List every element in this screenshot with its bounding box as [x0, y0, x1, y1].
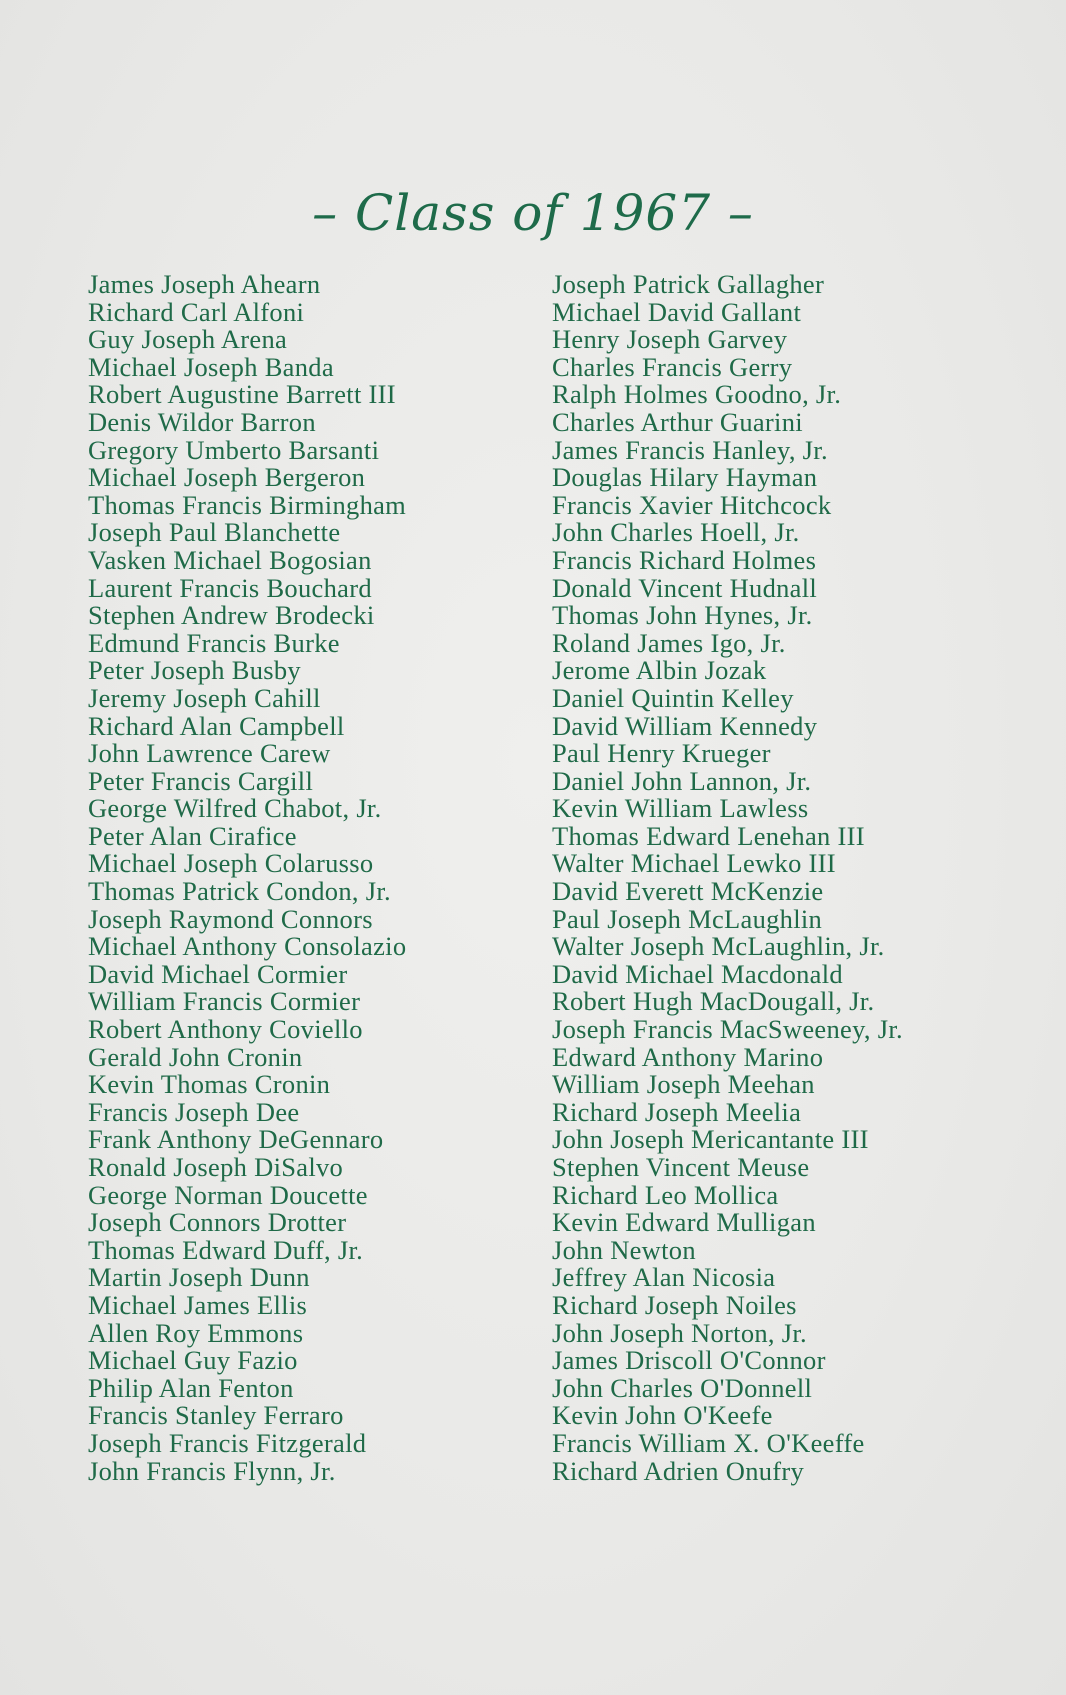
name-entry: Joseph Raymond Connors — [88, 903, 373, 934]
name-entry: George Wilfred Chabot, Jr. — [88, 793, 382, 824]
page-title: – Class of 1967 – — [312, 184, 754, 242]
name-entry: Richard Leo Mollica — [552, 1179, 779, 1210]
name-entry: William Francis Cormier — [88, 986, 361, 1017]
name-entry: Thomas Edward Duff, Jr. — [88, 1234, 364, 1265]
name-entry: Thomas John Hynes, Jr. — [552, 600, 813, 631]
name-entry: Edmund Francis Burke — [88, 627, 340, 658]
name-entry: Peter Francis Cargill — [88, 765, 314, 796]
name-entry: Laurent Francis Bouchard — [88, 572, 372, 603]
name-entry: David Everett McKenzie — [552, 876, 824, 907]
name-entry: Stephen Vincent Meuse — [552, 1152, 810, 1182]
name-entry: John Joseph Norton, Jr. — [552, 1317, 807, 1348]
name-entry: Jeremy Joseph Cahill — [88, 682, 321, 713]
name-entry: Thomas Patrick Condon, Jr. — [88, 876, 391, 907]
name-entry: Ralph Holmes Goodno, Jr. — [552, 379, 842, 410]
name-entry: William Joseph Meehan — [552, 1069, 815, 1100]
name-entry: Jeffrey Alan Nicosia — [552, 1262, 776, 1293]
name-entry: Paul Henry Krueger — [552, 738, 771, 769]
name-entry: Walter Michael Lewko III — [552, 848, 836, 879]
name-entry: Francis Richard Holmes — [552, 544, 817, 575]
name-entry: Roland James Igo, Jr. — [552, 627, 786, 658]
name-entry: Charles Francis Gerry — [552, 351, 793, 382]
name-entry: Francis Joseph Dee — [88, 1096, 300, 1127]
name-entry: Vasken Michael Bogosian — [88, 544, 372, 575]
name-entry: Allen Roy Emmons — [88, 1317, 304, 1348]
name-entry: Joseph Patrick Gallagher — [552, 269, 825, 299]
name-entry: Kevin John O'Keefe — [552, 1400, 773, 1431]
name-entry: John Newton — [552, 1234, 696, 1265]
names-column-left — [88, 271, 528, 1485]
name-entry: Daniel Quintin Kelley — [552, 682, 794, 713]
name-entry: Henry Joseph Garvey — [552, 324, 788, 355]
name-entry: John Charles O'Donnell — [552, 1372, 813, 1403]
name-entry: Edward Anthony Marino — [552, 1041, 824, 1072]
name-entry: David Michael Macdonald — [552, 958, 843, 989]
name-entry: Guy Joseph Arena — [88, 324, 288, 355]
name-entry: Robert Hugh MacDougall, Jr. — [552, 986, 875, 1017]
name-entry: James Driscoll O'Connor — [552, 1345, 826, 1376]
name-entry: Robert Augustine Barrett III — [88, 379, 396, 410]
name-entry: Gregory Umberto Barsanti — [88, 434, 380, 465]
name-entry: Francis William X. O'Keeffe — [552, 1427, 865, 1458]
name-entry: James Francis Hanley, Jr. — [552, 434, 828, 465]
name-entry: Joseph Connors Drotter — [88, 1207, 347, 1238]
name-entry: Stephen Andrew Brodecki — [88, 600, 375, 631]
name-entry: Michael James Ellis — [88, 1289, 308, 1320]
name-entry: Denis Wildor Barron — [88, 406, 316, 437]
name-entry: Michael Joseph Bergeron — [88, 462, 366, 493]
name-entry: Richard Adrien Onufry — [552, 1455, 805, 1486]
name-entry: George Norman Doucette — [88, 1179, 368, 1210]
name-entry: Joseph Paul Blanchette — [88, 517, 341, 548]
name-entry: Joseph Francis MacSweeney, Jr. — [552, 1014, 903, 1045]
name-entry: Daniel John Lannon, Jr. — [552, 765, 812, 796]
name-entry: Richard Joseph Noiles — [552, 1289, 797, 1320]
name-entry: Michael Joseph Banda — [88, 351, 334, 382]
name-entry: John Lawrence Carew — [88, 738, 331, 769]
name-entry: Thomas Francis Birmingham — [88, 489, 407, 520]
name-entry: David Michael Cormier — [88, 958, 348, 989]
name-entry: John Joseph Mericantante III — [552, 1124, 869, 1155]
name-entry: Jerome Albin Jozak — [552, 655, 767, 686]
name-entry: Richard Carl Alfoni — [88, 296, 305, 327]
name-entry: Peter Alan Cirafice — [88, 820, 297, 851]
name-entry: Michael Anthony Consolazio — [88, 931, 407, 962]
name-entry: John Francis Flynn, Jr. — [88, 1455, 336, 1486]
name-entry: Michael Joseph Colarusso — [88, 848, 374, 879]
name-entry: Francis Xavier Hitchcock — [552, 489, 832, 520]
name-entry: Philip Alan Fenton — [88, 1372, 294, 1403]
name-entry: Paul Joseph McLaughlin — [552, 903, 823, 934]
name-entry: Kevin Thomas Cronin — [88, 1069, 331, 1100]
name-entry: Joseph Francis Fitzgerald — [88, 1427, 367, 1458]
name-entry: Michael David Gallant — [552, 296, 802, 327]
name-entry: Walter Joseph McLaughlin, Jr. — [552, 931, 885, 962]
name-entry: Michael Guy Fazio — [88, 1345, 298, 1376]
names-column-right — [552, 271, 1022, 1485]
name-entry: John Charles Hoell, Jr. — [552, 517, 800, 548]
name-entry: Frank Anthony DeGennaro — [88, 1124, 384, 1155]
name-entry: Robert Anthony Coviello — [88, 1014, 363, 1045]
name-entry: Gerald John Cronin — [88, 1041, 303, 1072]
name-entry: Ronald Joseph DiSalvo — [88, 1152, 344, 1182]
name-entry: Francis Stanley Ferraro — [88, 1400, 344, 1431]
name-entry: Kevin Edward Mulligan — [552, 1207, 816, 1238]
name-entry: Martin Joseph Dunn — [88, 1262, 310, 1293]
name-entry: Donald Vincent Hudnall — [552, 572, 818, 603]
name-entry: David William Kennedy — [552, 710, 818, 741]
name-entry: Charles Arthur Guarini — [552, 406, 803, 437]
name-entry: Thomas Edward Lenehan III — [552, 820, 865, 851]
name-entry: James Joseph Ahearn — [88, 269, 321, 299]
name-entry: Douglas Hilary Hayman — [552, 462, 818, 493]
name-entry: Richard Alan Campbell — [88, 710, 345, 741]
name-entry: Peter Joseph Busby — [88, 655, 301, 686]
name-entry: Richard Joseph Meelia — [552, 1096, 802, 1127]
name-entry: Kevin William Lawless — [552, 793, 809, 824]
